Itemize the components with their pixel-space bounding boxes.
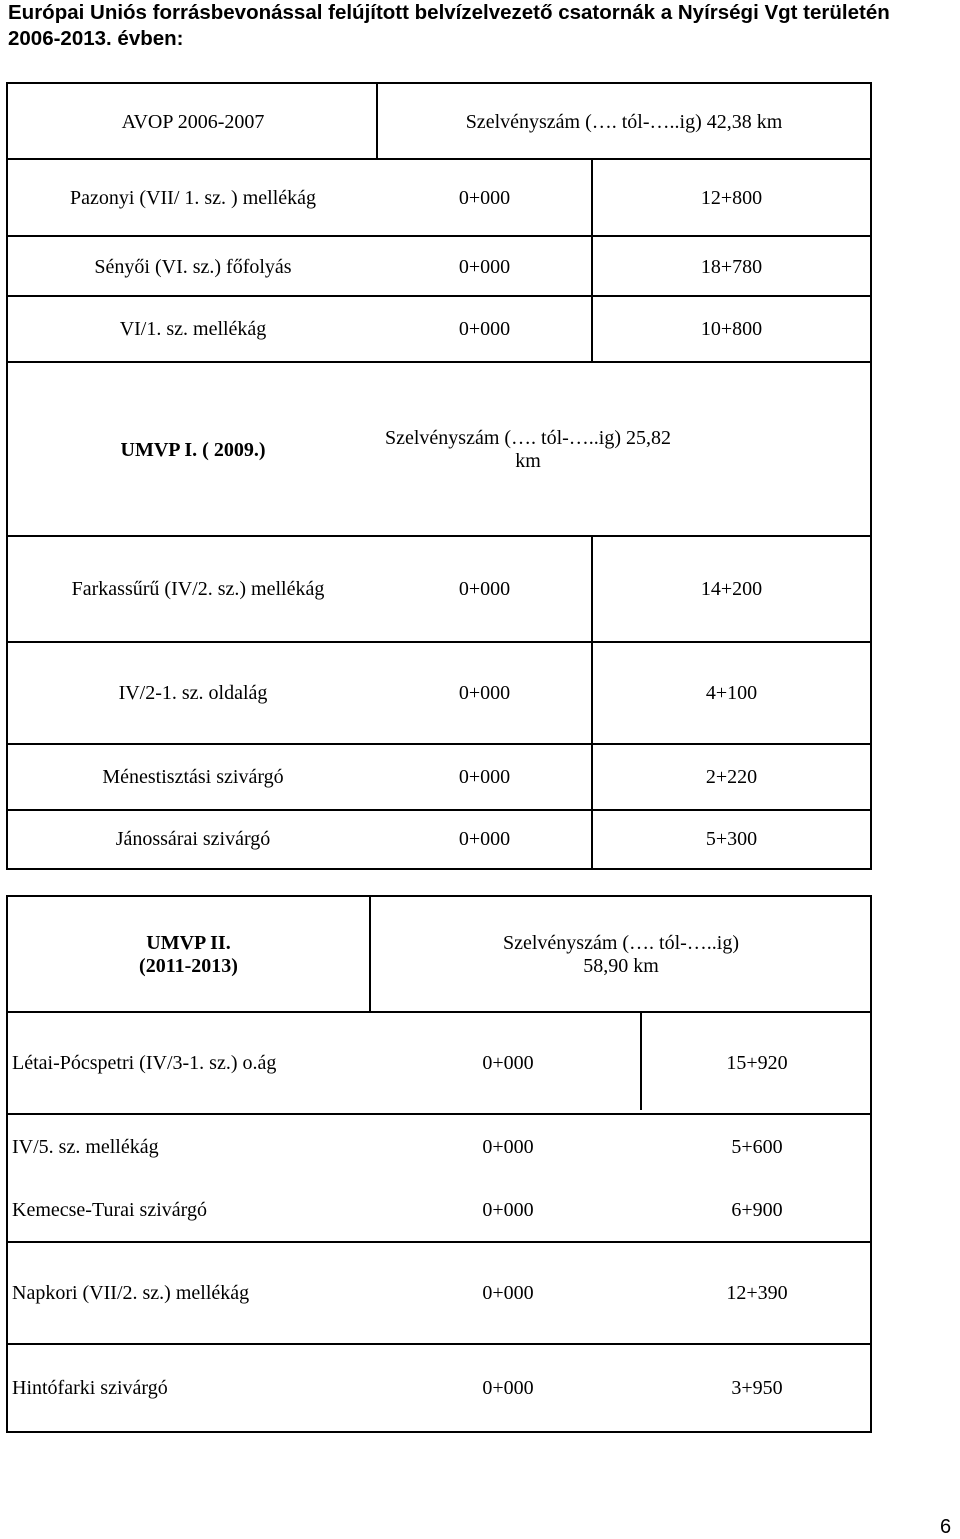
section-to: 5+600 [731,1135,783,1158]
umvp1-summary: Szelvényszám (…. tól-…..ig) 25,82 km [384,427,672,472]
table-row [8,297,870,361]
table-row [8,1013,870,1113]
section-to: 10+800 [700,317,763,340]
channel-name: Napkori (VII/2. sz.) mellékág [12,1281,250,1304]
page-number: 6 [940,1516,952,1538]
channel-name: Kemecse-Turai szivárgó [12,1198,207,1221]
section-from: 0+000 [458,577,511,600]
section-to: 6+900 [731,1198,783,1221]
section-to: 4+100 [705,681,758,704]
table-row [8,1115,870,1179]
channel-name: Hintófarki szivárgó [12,1376,168,1399]
avop-program-label: AVOP 2006-2007 [121,110,265,133]
section-to: 3+950 [731,1376,783,1399]
umvp2-program-period: (2011-2013) [139,955,238,977]
section-to: 12+800 [700,187,763,209]
table-row [8,1179,870,1241]
section-from: 0+000 [482,1198,534,1221]
section-from: 0+000 [458,681,511,704]
avop-table [6,82,872,363]
umvp2-summary-label: Szelvényszám (…. tól-…..ig) [502,932,740,954]
table-row [8,237,870,297]
section-to: 5+300 [705,828,758,850]
table-row [8,745,870,809]
avop-summary: Szelvényszám (…. tól-…..ig) 42,38 km [465,110,783,133]
section-from: 0+000 [482,1376,534,1399]
section-from: 0+000 [482,1281,534,1304]
channel-name: Farkassűrű (IV/2. sz.) mellékág [71,577,325,600]
umvp1-program-label: UMVP I. ( 2009.) [120,438,266,461]
umvp2-table [6,895,872,1433]
section-to: 18+780 [700,255,763,278]
table-row [8,811,870,868]
table-row [8,160,870,237]
umvp2-summary-total: 58,90 km [583,955,659,977]
section-from: 0+000 [482,1051,534,1074]
channel-name: Pazonyi (VII/ 1. sz. ) mellékág [69,187,317,209]
section-from: 0+000 [458,317,511,340]
page-heading: Európai Uniós forrásbevonással felújított belvízelvezető csatornák a Nyírségi Vgt területén 2006-2013. évben: [8,1,890,50]
umvp2-program-label [8,897,369,1013]
section-from: 0+000 [482,1135,534,1158]
section-to: 2+220 [705,765,758,788]
section-to: 15+920 [726,1051,788,1074]
channel-name: Létai-Pócspetri (IV/3-1. sz.) o.ág [12,1051,277,1074]
table-row [8,537,870,641]
table-row [8,643,870,743]
channel-name: IV/5. sz. mellékág [12,1135,159,1158]
channel-name: Jánossárai szivárgó [115,828,271,850]
table-row [8,1243,870,1343]
channel-name: VI/1. sz. mellékág [119,317,267,340]
section-from: 0+000 [458,828,511,850]
section-from: 0+000 [458,765,511,788]
umvp2-program-name: UMVP II. [146,932,231,954]
channel-name: Ménestisztási szivárgó [102,765,284,788]
section-from: 0+000 [458,187,511,209]
section-to: 12+390 [726,1281,788,1304]
umvp2-summary [371,897,871,1013]
table-row [8,1345,870,1431]
section-from: 0+000 [458,255,511,278]
section-to: 14+200 [700,577,763,600]
umvp1-table [6,361,872,870]
channel-name: IV/2-1. sz. oldalág [118,681,268,704]
channel-name: Sényői (VI. sz.) főfolyás [94,255,292,278]
